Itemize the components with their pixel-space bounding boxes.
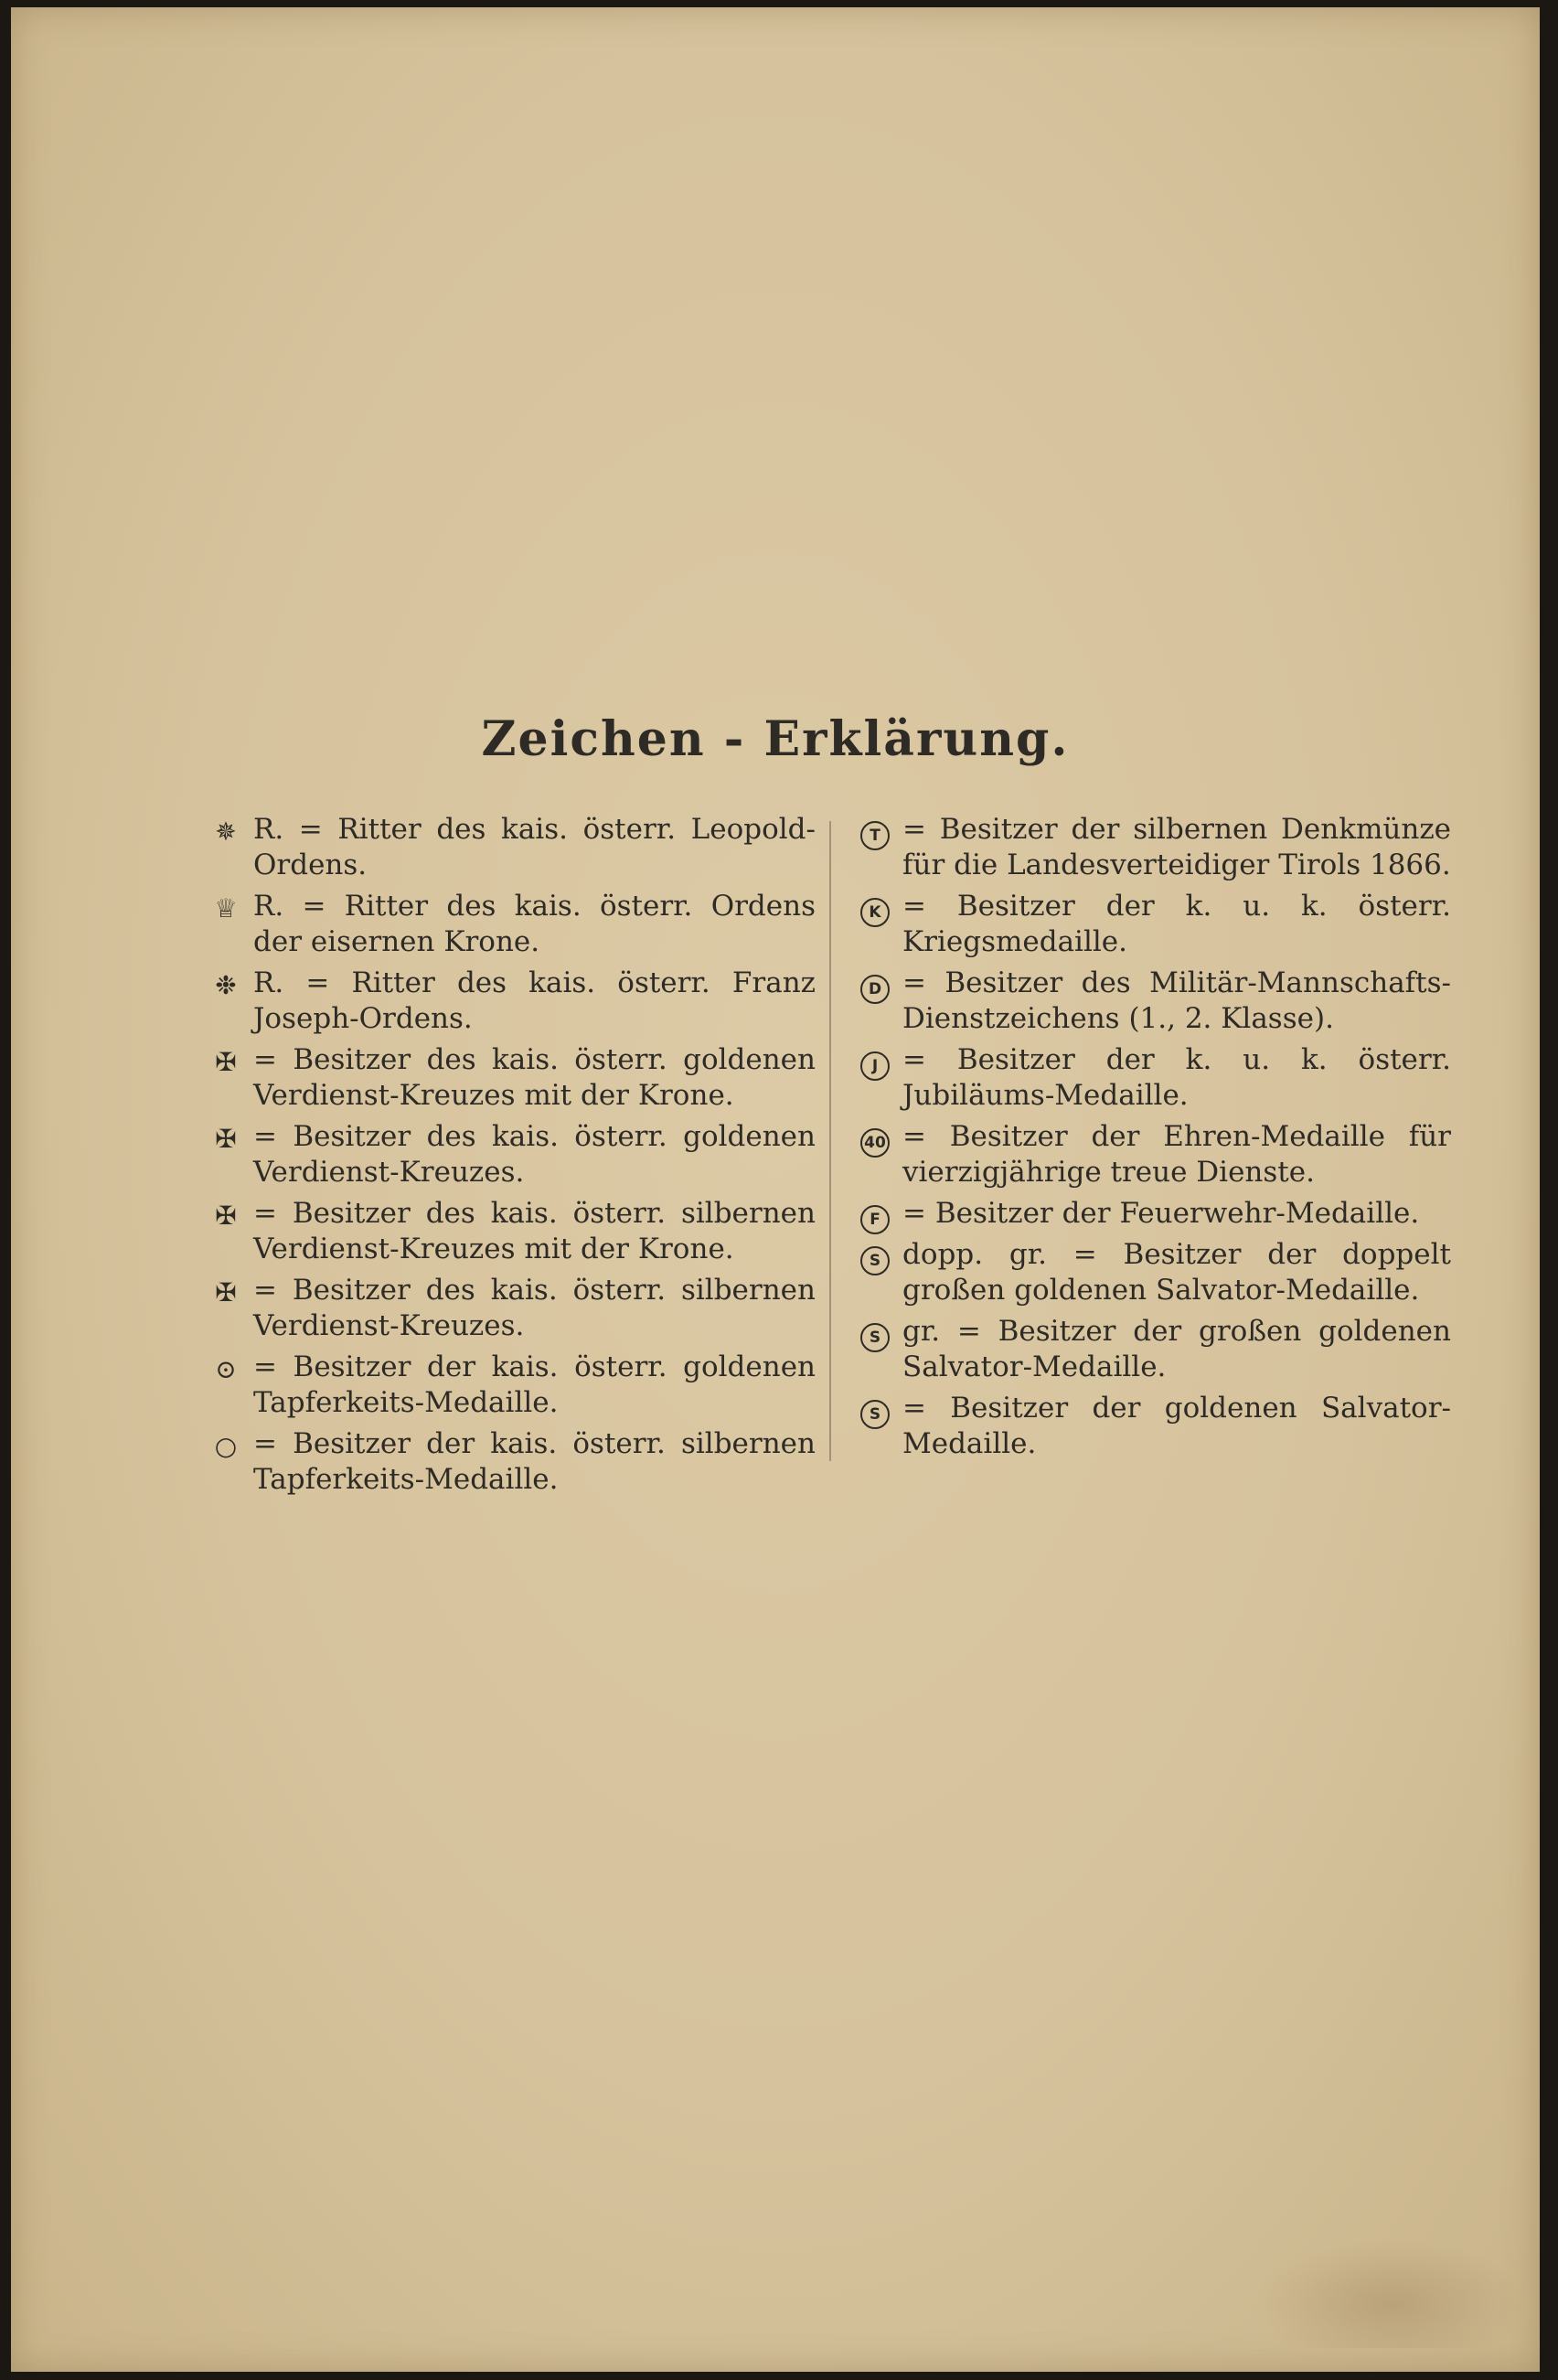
legend-text: = Besitzer des kais. österr. silbernen Verdienst-Kreuzes. xyxy=(253,1274,816,1342)
legend-text: = Besitzer des kais. österr. silbernen Verdienst-Kreuzes mit der Krone. xyxy=(253,1197,816,1265)
legend-text: = Besitzer der kais. österr. goldenen Tapferkeits-Medaille. xyxy=(253,1350,816,1419)
salvator-large-icon: S xyxy=(857,1316,893,1352)
silver-bravery-medal-icon: ○ xyxy=(214,1431,238,1461)
war-medal-icon: K xyxy=(857,891,893,927)
legend-text: = Besitzer des kais. österr. goldenen Verdienst-Kreuzes. xyxy=(253,1120,816,1189)
jubilee-medal-icon: J xyxy=(857,1044,893,1081)
legend-text: R. = Ritter des kais. österr. Ordens der eisernen Krone. xyxy=(253,890,816,958)
gold-merit-cross-crown-icon: ✠ xyxy=(215,1047,237,1077)
military-service-badge-icon: D xyxy=(857,967,893,1004)
legend-entry xyxy=(208,1119,816,1190)
legend-entry xyxy=(857,1237,1451,1308)
salvator-icon: S xyxy=(857,1393,893,1429)
iron-crown-icon: ♕ xyxy=(214,893,238,923)
legend-entry xyxy=(857,1314,1451,1385)
leopold-order-icon: ✵ xyxy=(215,816,237,847)
legend-entry xyxy=(857,1042,1451,1114)
paper-stain xyxy=(1254,2238,1529,2348)
legend-text: = Besitzer der Ehren-Medaille für vierzigjährige treue Dienste. xyxy=(902,1120,1451,1189)
legend-text: = Besitzer der goldenen Salvator-Medaille. xyxy=(902,1392,1451,1460)
legend-text: = Besitzer der k. u. k. österr. Kriegsmedaille. xyxy=(902,890,1451,958)
forty-years-medal-icon: 40 xyxy=(857,1121,893,1158)
legend-entry xyxy=(857,1119,1451,1190)
legend-entry xyxy=(208,1196,816,1267)
silver-merit-cross-icon: ✠ xyxy=(215,1277,237,1307)
fire-brigade-medal-icon: F xyxy=(857,1198,893,1234)
legend-text: dopp. gr. = Besitzer der doppelt großen goldenen Salvator-Medaille. xyxy=(902,1238,1451,1307)
legend-entry xyxy=(208,1426,816,1498)
legend-text: = Besitzer der silbernen Denkmünze für die Landesverteidiger Tirols 1866. xyxy=(902,813,1451,881)
legend-text: R. = Ritter des kais. österr. Franz Joseph-Ordens. xyxy=(253,966,816,1035)
page-title: Zeichen - Erklärung. xyxy=(481,711,1070,767)
legend-entry xyxy=(208,1042,816,1114)
legend-entry xyxy=(208,812,816,883)
legend-text: = Besitzer des Militär-Mannschafts-Dienstzeichens (1., 2. Klasse). xyxy=(902,966,1451,1035)
salvator-double-large-icon: S xyxy=(857,1239,893,1275)
legend-text: = Besitzer der k. u. k. österr. Jubiläums-Medaille. xyxy=(902,1043,1451,1112)
legend-entry xyxy=(857,812,1451,883)
gold-merit-cross-icon: ✠ xyxy=(215,1124,237,1154)
column-divider xyxy=(829,821,831,1461)
legend-entry xyxy=(208,889,816,960)
legend-entry xyxy=(857,966,1451,1037)
legend-entry xyxy=(857,1196,1451,1232)
legend-text: = Besitzer der kais. österr. silbernen Tapferkeits-Medaille. xyxy=(253,1427,816,1496)
legend-text: R. = Ritter des kais. österr. Leopold-Ordens. xyxy=(253,813,816,881)
legend-text: = Besitzer des kais. österr. goldenen Verdienst-Kreuzes mit der Krone. xyxy=(253,1043,816,1112)
legend-text: gr. = Besitzer der großen goldenen Salvator-Medaille. xyxy=(902,1315,1451,1383)
silver-merit-cross-crown-icon: ✠ xyxy=(215,1201,237,1231)
legend-entry xyxy=(857,889,1451,960)
legend-entry xyxy=(208,1350,816,1421)
document-page xyxy=(11,7,1540,2372)
legend-entry xyxy=(857,1391,1451,1462)
legend-column-left xyxy=(208,812,816,1503)
legend-text: = Besitzer der Feuerwehr-Medaille. xyxy=(902,1197,1420,1230)
legend-column-right xyxy=(857,812,1451,1467)
legend-entry xyxy=(208,1273,816,1344)
legend-entry xyxy=(208,966,816,1037)
franz-joseph-order-icon: ❉ xyxy=(215,970,237,1000)
tyrol-commemorative-medal-icon: T xyxy=(857,814,893,850)
gold-bravery-medal-icon: ⊙ xyxy=(215,1354,237,1384)
